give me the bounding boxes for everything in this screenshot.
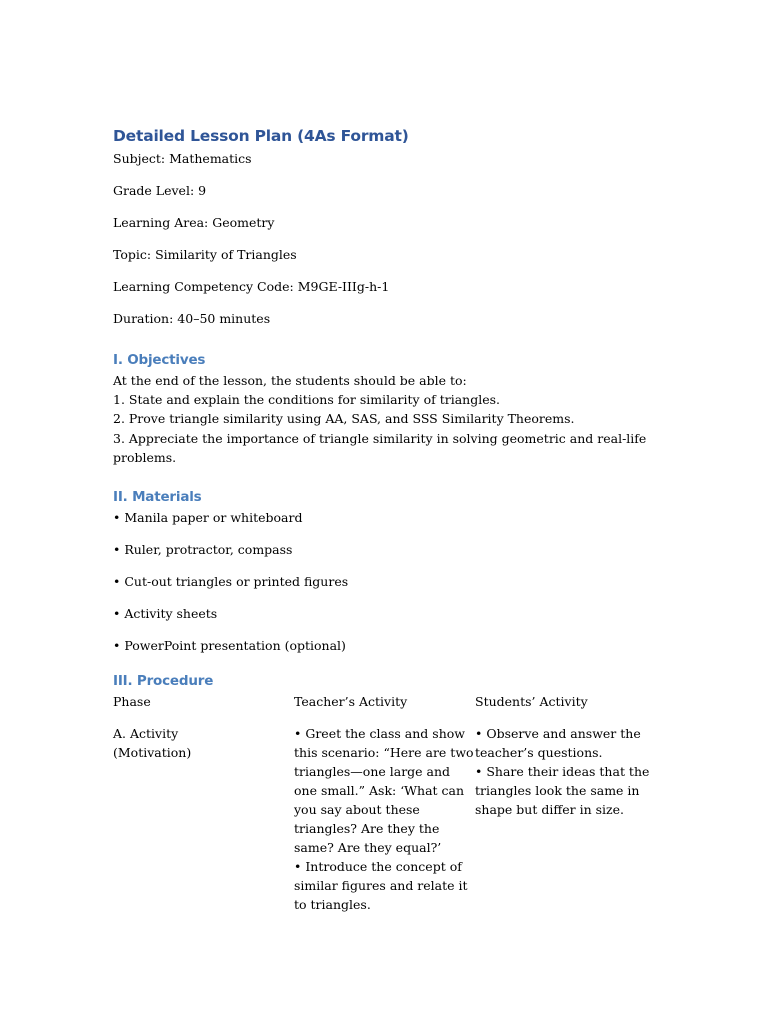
student-line: triangles look the same in — [475, 783, 640, 799]
field-grade-level: Grade Level: 9 — [113, 183, 207, 198]
teacher-line: • Greet the class and show — [294, 726, 465, 742]
materials-list — [113, 508, 658, 655]
materials-heading: II. Materials — [113, 489, 202, 506]
student-line: • Share their ideas that the — [475, 764, 650, 780]
objectives-heading: I. Objectives — [113, 352, 206, 368]
material-item: • Manila paper or whiteboard — [113, 510, 303, 526]
teacher-line: to triangles. — [294, 897, 371, 913]
table-row — [113, 724, 658, 914]
material-item: • PowerPoint presentation (optional) — [113, 638, 346, 654]
teacher-line: you say about these — [294, 802, 420, 818]
phase-line: (Motivation) — [113, 745, 192, 761]
student-line: teacher’s questions. — [475, 745, 603, 761]
student-line: • Observe and answer the — [475, 726, 641, 742]
phase-cell — [113, 724, 294, 914]
phase-line: A. Activity — [113, 726, 179, 742]
material-item: • Cut-out triangles or printed figures — [113, 574, 349, 590]
objective-item-3: 3. Appreciate the importance of triangle similarity in solving geometric and real-life — [113, 430, 647, 446]
teacher-line: same? Are they equal?’ — [294, 840, 442, 856]
objective-item-3-continued: problems. — [113, 449, 177, 465]
procedure-heading: III. Procedure — [113, 673, 214, 690]
procedure-table — [113, 692, 658, 914]
objectives-body — [113, 371, 658, 467]
material-item: • Activity sheets — [113, 606, 218, 622]
objective-item-1: 1. State and explain the conditions for similarity of triangles. — [113, 392, 500, 408]
column-header-teacher-activity: Teacher’s Activity — [294, 694, 408, 710]
field-topic: Topic: Similarity of Triangles — [113, 247, 297, 262]
field-duration: Duration: 40–50 minutes — [113, 311, 271, 326]
teacher-line: triangles? Are they the — [294, 821, 440, 837]
student-line: shape but differ in size. — [475, 802, 624, 818]
field-learning-area: Learning Area: Geometry — [113, 215, 275, 230]
material-item: • Ruler, protractor, compass — [113, 542, 293, 558]
teacher-line: similar figures and relate it — [294, 878, 468, 894]
teacher-activity-cell — [294, 724, 475, 914]
teacher-line: this scenario: “Here are two — [294, 745, 474, 761]
field-subject: Subject: Mathematics — [113, 151, 252, 166]
column-header-phase: Phase — [113, 694, 151, 710]
objectives-intro: At the end of the lesson, the students should be able to: — [113, 373, 467, 388]
column-header-students-activity: Students’ Activity — [475, 694, 588, 710]
teacher-line: triangles—one large and — [294, 764, 451, 780]
field-competency-code: Learning Competency Code: M9GE-IIIg-h-1 — [113, 279, 390, 294]
objective-item-2: 2. Prove triangle similarity using AA, SAS, and SSS Similarity Theorems. — [113, 411, 575, 427]
students-activity-cell — [475, 724, 658, 914]
procedure-table-header — [113, 692, 658, 711]
lesson-info — [113, 149, 658, 328]
teacher-line: one small.” Ask: ‘What can — [294, 783, 465, 799]
document-title: Detailed Lesson Plan (4As Format) — [113, 127, 409, 145]
teacher-line: • Introduce the concept of — [294, 859, 462, 875]
document-page — [113, 124, 658, 914]
